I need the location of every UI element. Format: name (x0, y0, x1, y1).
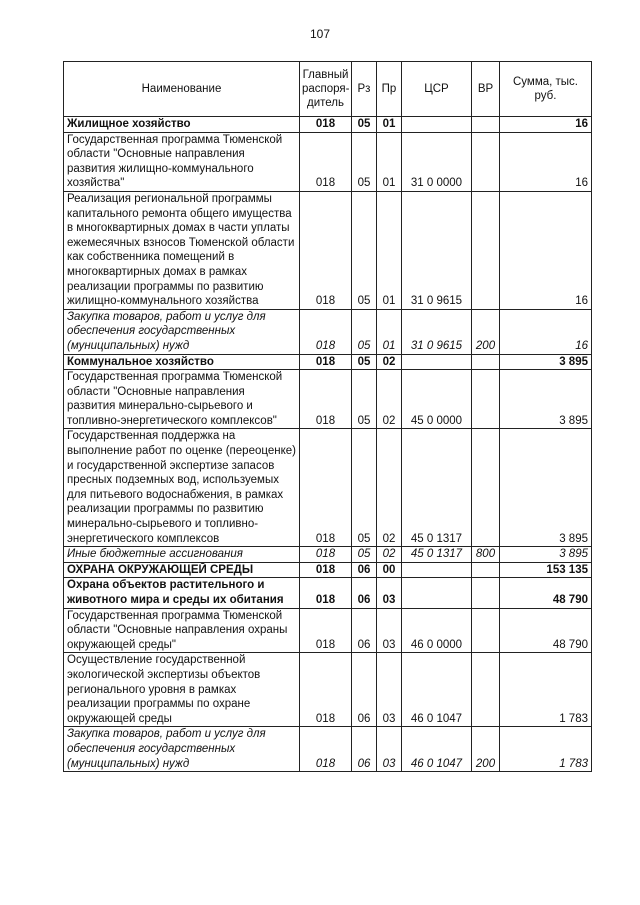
cell-vr (472, 429, 500, 547)
cell-pr: 03 (377, 608, 402, 653)
cell-pr: 01 (377, 132, 402, 191)
cell-admin: 018 (300, 653, 352, 727)
cell-sum: 153 135 (500, 562, 592, 578)
table-row (64, 608, 592, 653)
cell-name: Реализация региональной программы капитального ремонта общего имущества в многоквартирных домах в части уплаты ежемесячных взносов Тюменской области как собственника помещений в многоквартирных домах в рамках реализации программы по развитию жилищно-коммунального хозяйства (64, 191, 300, 309)
cell-pr: 00 (377, 562, 402, 578)
header-rz: Рз (352, 62, 377, 117)
cell-vr (472, 117, 500, 133)
header-name: Наименование (64, 62, 300, 117)
cell-rz: 05 (352, 370, 377, 429)
cell-admin: 018 (300, 354, 352, 370)
cell-name: Жилищное хозяйство (64, 117, 300, 133)
cell-name: ОХРАНА ОКРУЖАЮЩЕЙ СРЕДЫ (64, 562, 300, 578)
cell-name: Государственная поддержка на выполнение работ по оценке (переоценке) и государственной экспертизе запасов пресных подземных вод, используемых для питьевого водоснабжения, в рамках реализации программы по развитию минерально-сырьевого и топливно-энергетического комплексов (64, 429, 300, 547)
cell-sum: 48 790 (500, 608, 592, 653)
cell-rz: 06 (352, 653, 377, 727)
cell-sum: 16 (500, 132, 592, 191)
cell-name: Закупка товаров, работ и услуг для обеспечения государственных (муниципальных) нужд (64, 727, 300, 772)
cell-rz: 05 (352, 132, 377, 191)
cell-sum: 3 895 (500, 547, 592, 563)
table-row (64, 547, 592, 563)
cell-pr: 03 (377, 653, 402, 727)
cell-csr: 45 0 1317 (402, 547, 472, 563)
cell-rz: 06 (352, 608, 377, 653)
header-vr: ВР (472, 62, 500, 117)
table-row (64, 653, 592, 727)
cell-sum: 3 895 (500, 429, 592, 547)
cell-vr (472, 578, 500, 608)
cell-rz: 05 (352, 354, 377, 370)
header-sum: Сумма, тыс. руб. (500, 62, 592, 117)
table-row (64, 429, 592, 547)
cell-sum: 16 (500, 309, 592, 354)
cell-sum: 1 783 (500, 727, 592, 772)
table-body (64, 117, 592, 772)
cell-csr: 46 0 1047 (402, 727, 472, 772)
cell-name: Охрана объектов растительного и животного мира и среды их обитания (64, 578, 300, 608)
cell-sum: 16 (500, 117, 592, 133)
cell-admin: 018 (300, 578, 352, 608)
cell-name: Закупка товаров, работ и услуг для обеспечения государственных (муниципальных) нужд (64, 309, 300, 354)
cell-sum: 3 895 (500, 370, 592, 429)
budget-table (63, 61, 592, 772)
cell-csr: 45 0 0000 (402, 370, 472, 429)
header-admin: Главный распоря-дитель (300, 62, 352, 117)
cell-rz: 05 (352, 547, 377, 563)
cell-name: Государственная программа Тюменской области "Основные направления охраны окружающей среды" (64, 608, 300, 653)
cell-csr: 46 0 0000 (402, 608, 472, 653)
cell-sum: 16 (500, 191, 592, 309)
cell-vr (472, 608, 500, 653)
cell-csr: 46 0 1047 (402, 653, 472, 727)
cell-csr: 45 0 1317 (402, 429, 472, 547)
cell-rz: 06 (352, 578, 377, 608)
cell-sum: 48 790 (500, 578, 592, 608)
cell-pr: 01 (377, 191, 402, 309)
cell-pr: 01 (377, 309, 402, 354)
cell-rz: 05 (352, 117, 377, 133)
cell-name: Коммунальное хозяйство (64, 354, 300, 370)
cell-vr (472, 132, 500, 191)
cell-pr: 02 (377, 547, 402, 563)
cell-admin: 018 (300, 429, 352, 547)
table-row (64, 191, 592, 309)
cell-sum: 1 783 (500, 653, 592, 727)
cell-pr: 03 (377, 727, 402, 772)
cell-vr: 800 (472, 547, 500, 563)
table-row (64, 132, 592, 191)
cell-vr (472, 370, 500, 429)
header-csr: ЦСР (402, 62, 472, 117)
table-row (64, 562, 592, 578)
cell-rz: 06 (352, 562, 377, 578)
cell-vr (472, 562, 500, 578)
cell-csr (402, 578, 472, 608)
cell-csr (402, 354, 472, 370)
cell-rz: 05 (352, 191, 377, 309)
cell-rz: 05 (352, 309, 377, 354)
cell-pr: 02 (377, 429, 402, 547)
cell-admin: 018 (300, 117, 352, 133)
table-row (64, 370, 592, 429)
cell-name: Иные бюджетные ассигнования (64, 547, 300, 563)
cell-admin: 018 (300, 191, 352, 309)
table-header-row (64, 62, 592, 117)
cell-vr (472, 191, 500, 309)
cell-admin: 018 (300, 547, 352, 563)
table-row (64, 578, 592, 608)
cell-pr: 02 (377, 354, 402, 370)
cell-csr: 31 0 9615 (402, 309, 472, 354)
cell-name: Государственная программа Тюменской области "Основные направления развития минерально-сырьевого и топливно-энергетического комплексов" (64, 370, 300, 429)
cell-csr (402, 562, 472, 578)
cell-admin: 018 (300, 608, 352, 653)
cell-name: Осуществление государственной экологической экспертизы объектов регионального уровня в рамках реализации программы по охране окружающей среды (64, 653, 300, 727)
table-row (64, 117, 592, 133)
cell-sum: 3 895 (500, 354, 592, 370)
table-row (64, 309, 592, 354)
cell-name: Государственная программа Тюменской области "Основные направления развития жилищно-коммунального хозяйства" (64, 132, 300, 191)
cell-csr: 31 0 0000 (402, 132, 472, 191)
cell-pr: 01 (377, 117, 402, 133)
cell-pr: 03 (377, 578, 402, 608)
cell-admin: 018 (300, 562, 352, 578)
table-row (64, 354, 592, 370)
cell-admin: 018 (300, 309, 352, 354)
cell-vr: 200 (472, 309, 500, 354)
cell-csr (402, 117, 472, 133)
cell-vr: 200 (472, 727, 500, 772)
header-pr: Пр (377, 62, 402, 117)
table-row (64, 727, 592, 772)
cell-vr (472, 653, 500, 727)
cell-rz: 05 (352, 429, 377, 547)
cell-rz: 06 (352, 727, 377, 772)
cell-admin: 018 (300, 727, 352, 772)
cell-vr (472, 354, 500, 370)
cell-admin: 018 (300, 132, 352, 191)
cell-pr: 02 (377, 370, 402, 429)
cell-admin: 018 (300, 370, 352, 429)
cell-csr: 31 0 9615 (402, 191, 472, 309)
page-number: 107 (309, 27, 331, 41)
